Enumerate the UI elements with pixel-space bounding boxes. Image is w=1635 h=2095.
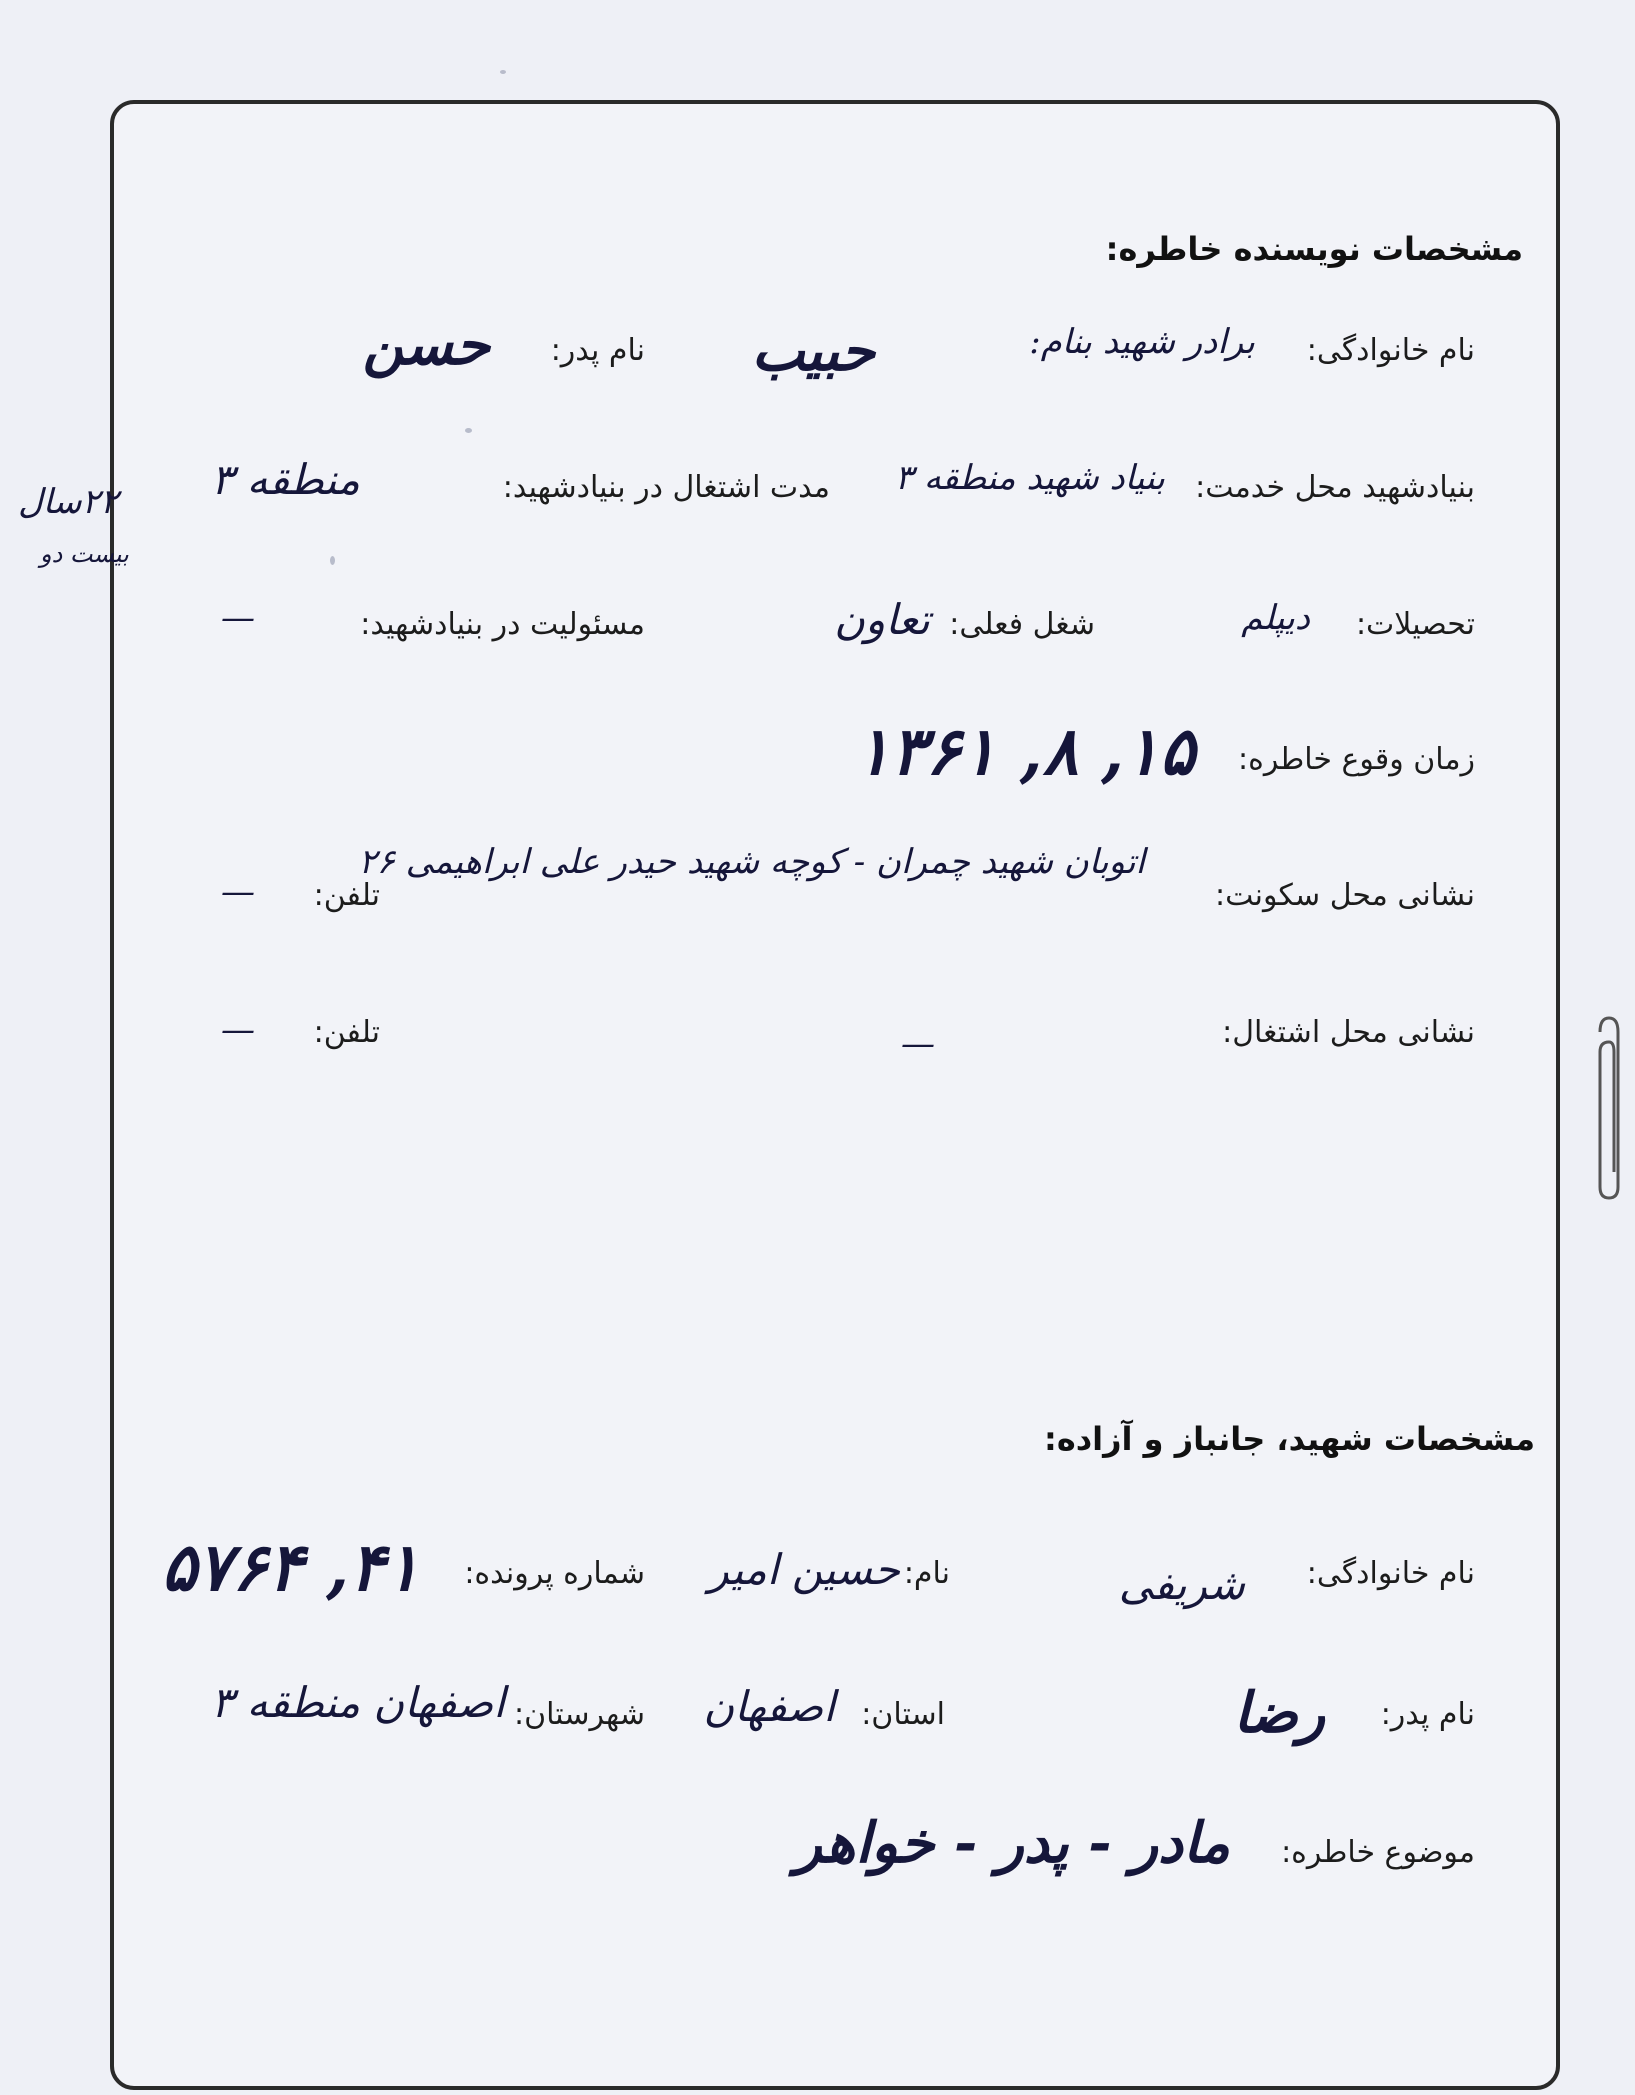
- current-job-value: تعاون: [834, 595, 930, 644]
- employment-duration-value: منطقه ۳: [210, 455, 360, 504]
- current-job-label: شغل فعلی:: [949, 607, 1095, 642]
- city-value: اصفهان منطقه ۳: [210, 1678, 505, 1727]
- martyr-first-name-label: نام:: [903, 1556, 950, 1591]
- martyr-father-name-label: نام پدر:: [1380, 1697, 1475, 1732]
- scan-speck: [465, 428, 472, 433]
- author-section-heading: مشخصات نویسنده خاطره:: [1105, 230, 1523, 268]
- work-address-value: —: [901, 1024, 935, 1064]
- martyr-family-name-label: نام خانوادگی:: [1306, 1556, 1475, 1591]
- home-phone-label: تلفن:: [313, 878, 380, 913]
- author-father-name-value: حسن: [362, 312, 490, 378]
- martyr-family-name-value: شریفی: [1118, 1560, 1245, 1609]
- home-phone-value: —: [221, 872, 255, 912]
- file-number-value: ۵۷۶۴ ,۴۱: [161, 1528, 420, 1606]
- work-phone-label: تلفن:: [313, 1015, 380, 1050]
- memory-subject-label: موضوع خاطره:: [1281, 1835, 1475, 1870]
- memory-date-value: ۱۳۶۱ ,۸ ,۱۵: [854, 712, 1195, 790]
- martyr-father-name-value: رضا: [1233, 1680, 1325, 1746]
- paper-clip-icon: [1594, 1012, 1624, 1202]
- education-label: تحصیلات:: [1355, 607, 1475, 642]
- employment-duration-label: مدت اشتغال در بنیادشهید:: [502, 470, 830, 505]
- memory-date-label: زمان وقوع خاطره:: [1238, 742, 1475, 777]
- province-label: استان:: [861, 1697, 945, 1732]
- scan-speck: [500, 70, 506, 74]
- province-value: اصفهان: [703, 1682, 835, 1731]
- martyr-section-heading: مشخصات شهید، جانباز و آزاده:: [1044, 1420, 1535, 1458]
- service-place-label: بنیادشهید محل خدمت:: [1195, 470, 1475, 505]
- home-address-value: اتوبان شهید چمران - کوچه شهید حیدر علی ابراهیمی ۲۶: [358, 842, 1145, 882]
- file-number-label: شماره پرونده:: [464, 1556, 645, 1591]
- responsibility-label: مسئولیت در بنیادشهید:: [360, 607, 645, 642]
- margin-note-years: ۲۲سال: [18, 482, 119, 522]
- martyr-first-name-value: حسین امیر: [708, 1545, 900, 1594]
- author-father-name-label: نام پدر:: [550, 333, 645, 368]
- responsibility-value: —: [221, 598, 255, 638]
- author-family-name-value: برادر شهید بنام:: [1029, 322, 1255, 362]
- home-address-label: نشانی محل سکونت:: [1215, 878, 1475, 913]
- education-value: دیپلم: [1241, 598, 1310, 638]
- margin-note-words: بیست دو: [40, 540, 129, 568]
- author-name-value: حبیب: [751, 318, 875, 384]
- city-label: شهرستان:: [514, 1697, 645, 1732]
- work-phone-value: —: [221, 1010, 255, 1050]
- author-family-name-label: نام خانوادگی:: [1306, 333, 1475, 368]
- memory-subject-value: مادر - پدر - خواهر: [794, 1810, 1230, 1876]
- work-address-label: نشانی محل اشتغال:: [1222, 1015, 1475, 1050]
- service-place-value: بنیاد شهید منطقه ۳: [894, 458, 1165, 498]
- form-border: [110, 100, 1560, 2090]
- scan-speck: [330, 556, 335, 565]
